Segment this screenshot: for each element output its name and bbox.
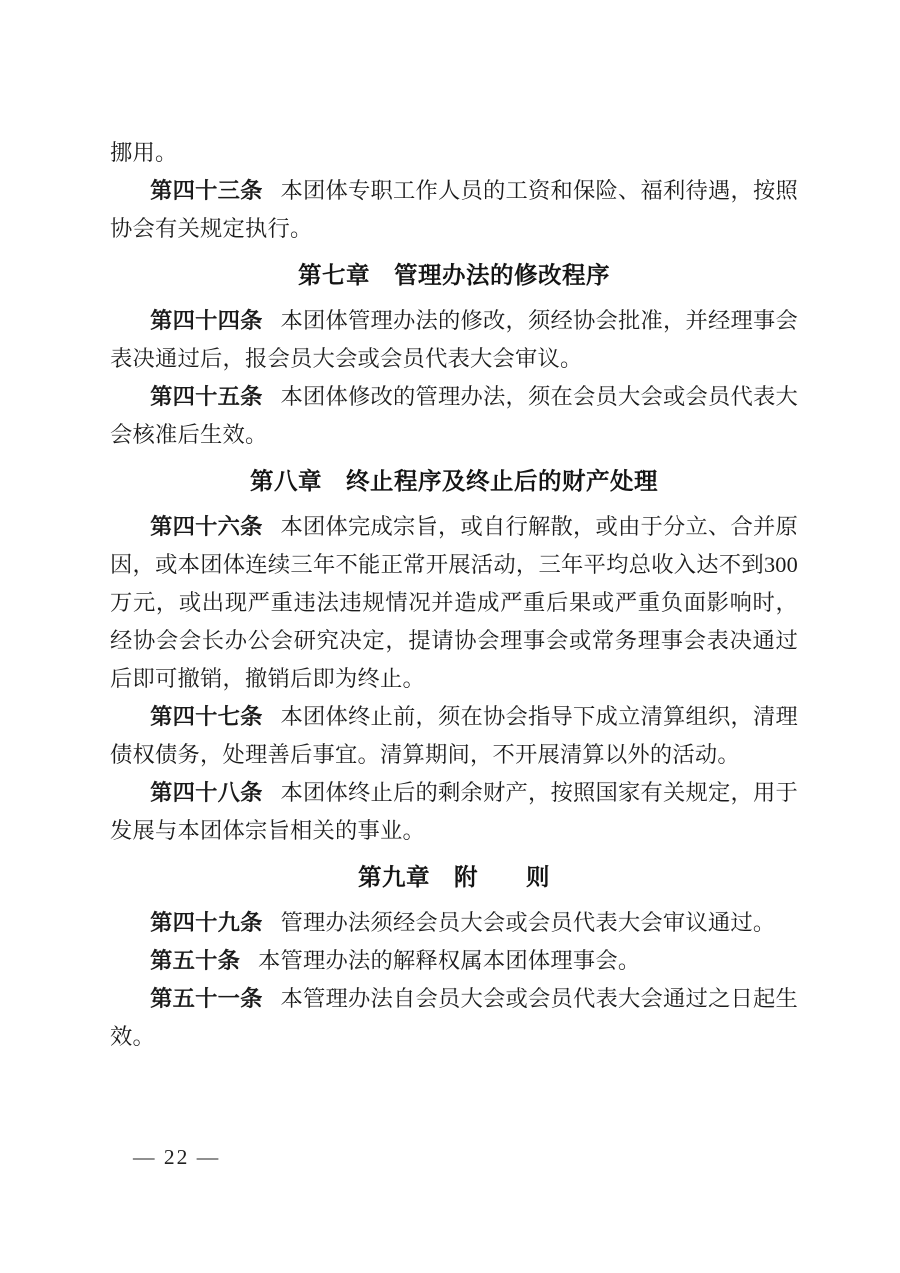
article-44-text: 本团体管理办法的修改，须经协会批准，并经理事会表决通过后，报会员大会或会员代表大会审议。 <box>110 308 798 371</box>
article-44 <box>110 302 798 378</box>
article-46-number: 第四十六条 <box>150 514 263 539</box>
article-48-text: 本团体终止后的剩余财产，按照国家有关规定，用于发展与本团体宗旨相关的事业。 <box>110 780 798 843</box>
article-46 <box>110 508 798 698</box>
article-43-text: 本团体专职工作人员的工资和保险、福利待遇，按照协会有关规定执行。 <box>110 178 798 241</box>
article-45 <box>110 378 798 454</box>
article-50-text: 本管理办法的解释权属本团体理事会。 <box>257 948 641 973</box>
article-46-text: 本团体完成宗旨，或自行解散，或由于分立、合并原因，或本团体连续三年不能正常开展活动，三年平均总收入达不到300 万元，或出现严重违法违规情况并造成严重后果或严重负面影响时，经协会会长办公会研究决定，提请协会理事会或常务理事会表决通过后即可撤销，撤销后即为终止。 <box>110 514 798 691</box>
article-48 <box>110 774 798 850</box>
chapter-7-heading: 第七章 管理办法的修改程序 <box>298 262 610 288</box>
page-number: — 22 — <box>133 1145 221 1169</box>
paragraph-continuation <box>110 134 798 172</box>
article-43-number: 第四十三条 <box>150 178 263 203</box>
article-51-text: 本管理办法自会员大会或会员代表大会通过之日起生效。 <box>110 986 798 1049</box>
chapter-9-heading: 第九章 附 则 <box>358 864 550 890</box>
article-44-number: 第四十四条 <box>150 308 263 333</box>
article-49-number: 第四十九条 <box>150 910 263 935</box>
article-50-number: 第五十条 <box>150 948 241 973</box>
article-51-number: 第五十一条 <box>150 986 263 1011</box>
article-43 <box>110 172 798 248</box>
article-45-text: 本团体修改的管理办法，须在会员大会或会员代表大会核准后生效。 <box>110 384 798 447</box>
article-48-number: 第四十八条 <box>150 780 263 805</box>
document-body <box>110 134 798 1056</box>
article-49-text: 管理办法须经会员大会或会员代表大会审议通过。 <box>280 910 776 935</box>
article-47 <box>110 698 798 774</box>
article-50 <box>110 942 798 980</box>
article-45-number: 第四十五条 <box>150 384 263 409</box>
article-47-number: 第四十七条 <box>150 704 263 729</box>
paragraph-text: 挪用。 <box>110 140 178 165</box>
article-47-text: 本团体终止前，须在协会指导下成立清算组织，清理债权债务，处理善后事宜。清算期间，不开展清算以外的活动。 <box>110 704 798 767</box>
chapter-8-heading: 第八章 终止程序及终止后的财产处理 <box>250 468 658 494</box>
article-51 <box>110 980 798 1056</box>
article-49 <box>110 904 798 942</box>
